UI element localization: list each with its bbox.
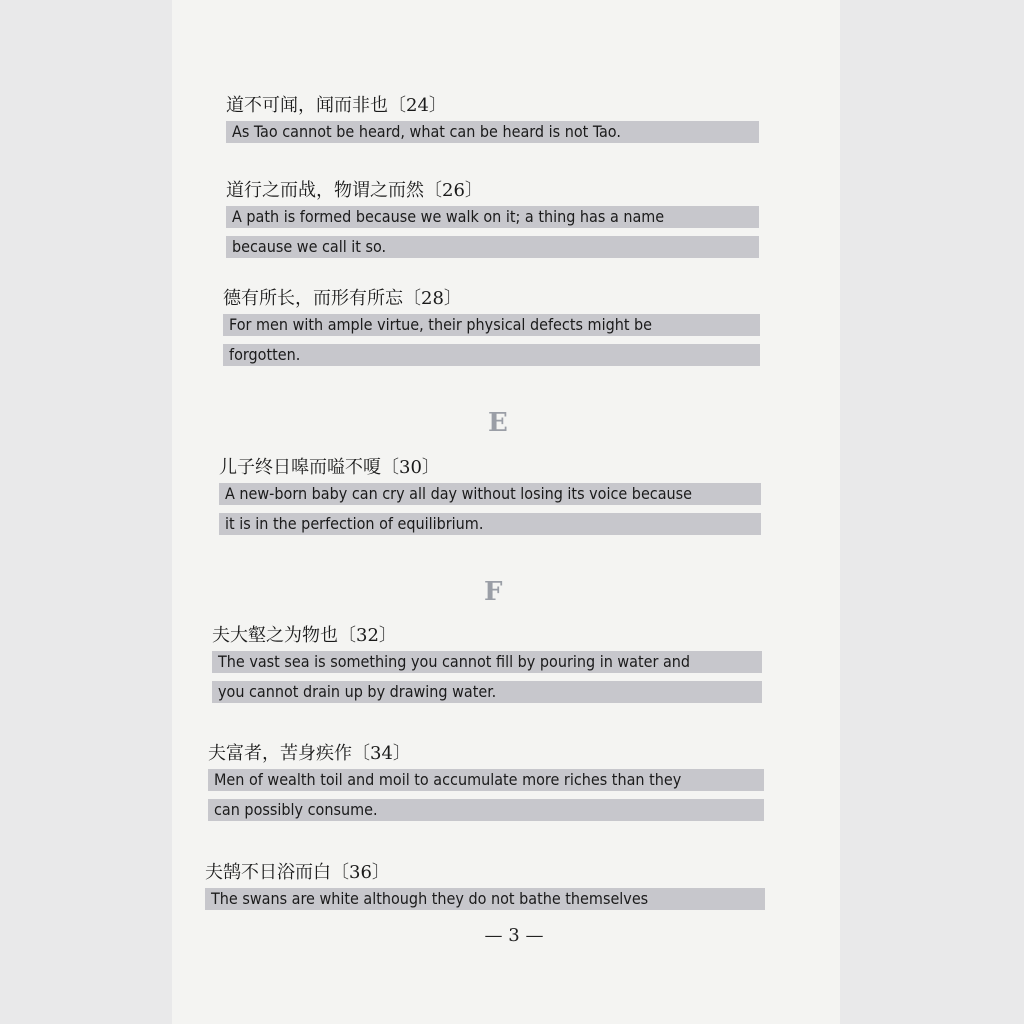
chinese-phrase: 儿子终日嗥而嗌不嗄〔30〕 [219, 457, 440, 478]
entry [205, 860, 765, 910]
page-number: — 3 — [484, 925, 544, 946]
english-translation-line: As Tao cannot be heard, what can be heard is not Tao. [226, 121, 759, 143]
english-translation-line: The swans are white although they do not bathe themselves [205, 888, 765, 910]
english-translation-line: because we call it so. [226, 236, 759, 258]
chinese-phrase: 德有所长，而形有所忘〔28〕 [223, 288, 462, 309]
entry [219, 455, 761, 535]
chinese-phrase: 道不可闻，闻而非也〔24〕 [226, 95, 447, 116]
chinese-phrase: 道行之而战，物谓之而然〔26〕 [226, 180, 483, 201]
entry [223, 286, 760, 366]
english-translation-line: it is in the perfection of equilibrium. [219, 513, 761, 535]
entry [226, 93, 759, 143]
entry [226, 178, 759, 258]
section-letter-e: E [488, 408, 508, 438]
section-letter-f: F [484, 577, 503, 607]
english-translation-line: can possibly consume. [208, 799, 764, 821]
chinese-phrase: 夫大壑之为物也〔32〕 [212, 625, 397, 646]
english-translation-line: Men of wealth toil and moil to accumulate more riches than they [208, 769, 764, 791]
chinese-phrase: 夫鹄不日浴而白〔36〕 [205, 862, 390, 883]
english-translation-line: forgotten. [223, 344, 760, 366]
entry [212, 623, 762, 703]
english-translation-line: A path is formed because we walk on it; a thing has a name [226, 206, 759, 228]
english-translation-line: A new-born baby can cry all day without losing its voice because [219, 483, 761, 505]
chinese-phrase: 夫富者，苦身疾作〔34〕 [208, 743, 411, 764]
entry [208, 741, 764, 821]
english-translation-line: For men with ample virtue, their physical defects might be [223, 314, 760, 336]
english-translation-line: you cannot drain up by drawing water. [212, 681, 762, 703]
english-translation-line: The vast sea is something you cannot fill by pouring in water and [212, 651, 762, 673]
